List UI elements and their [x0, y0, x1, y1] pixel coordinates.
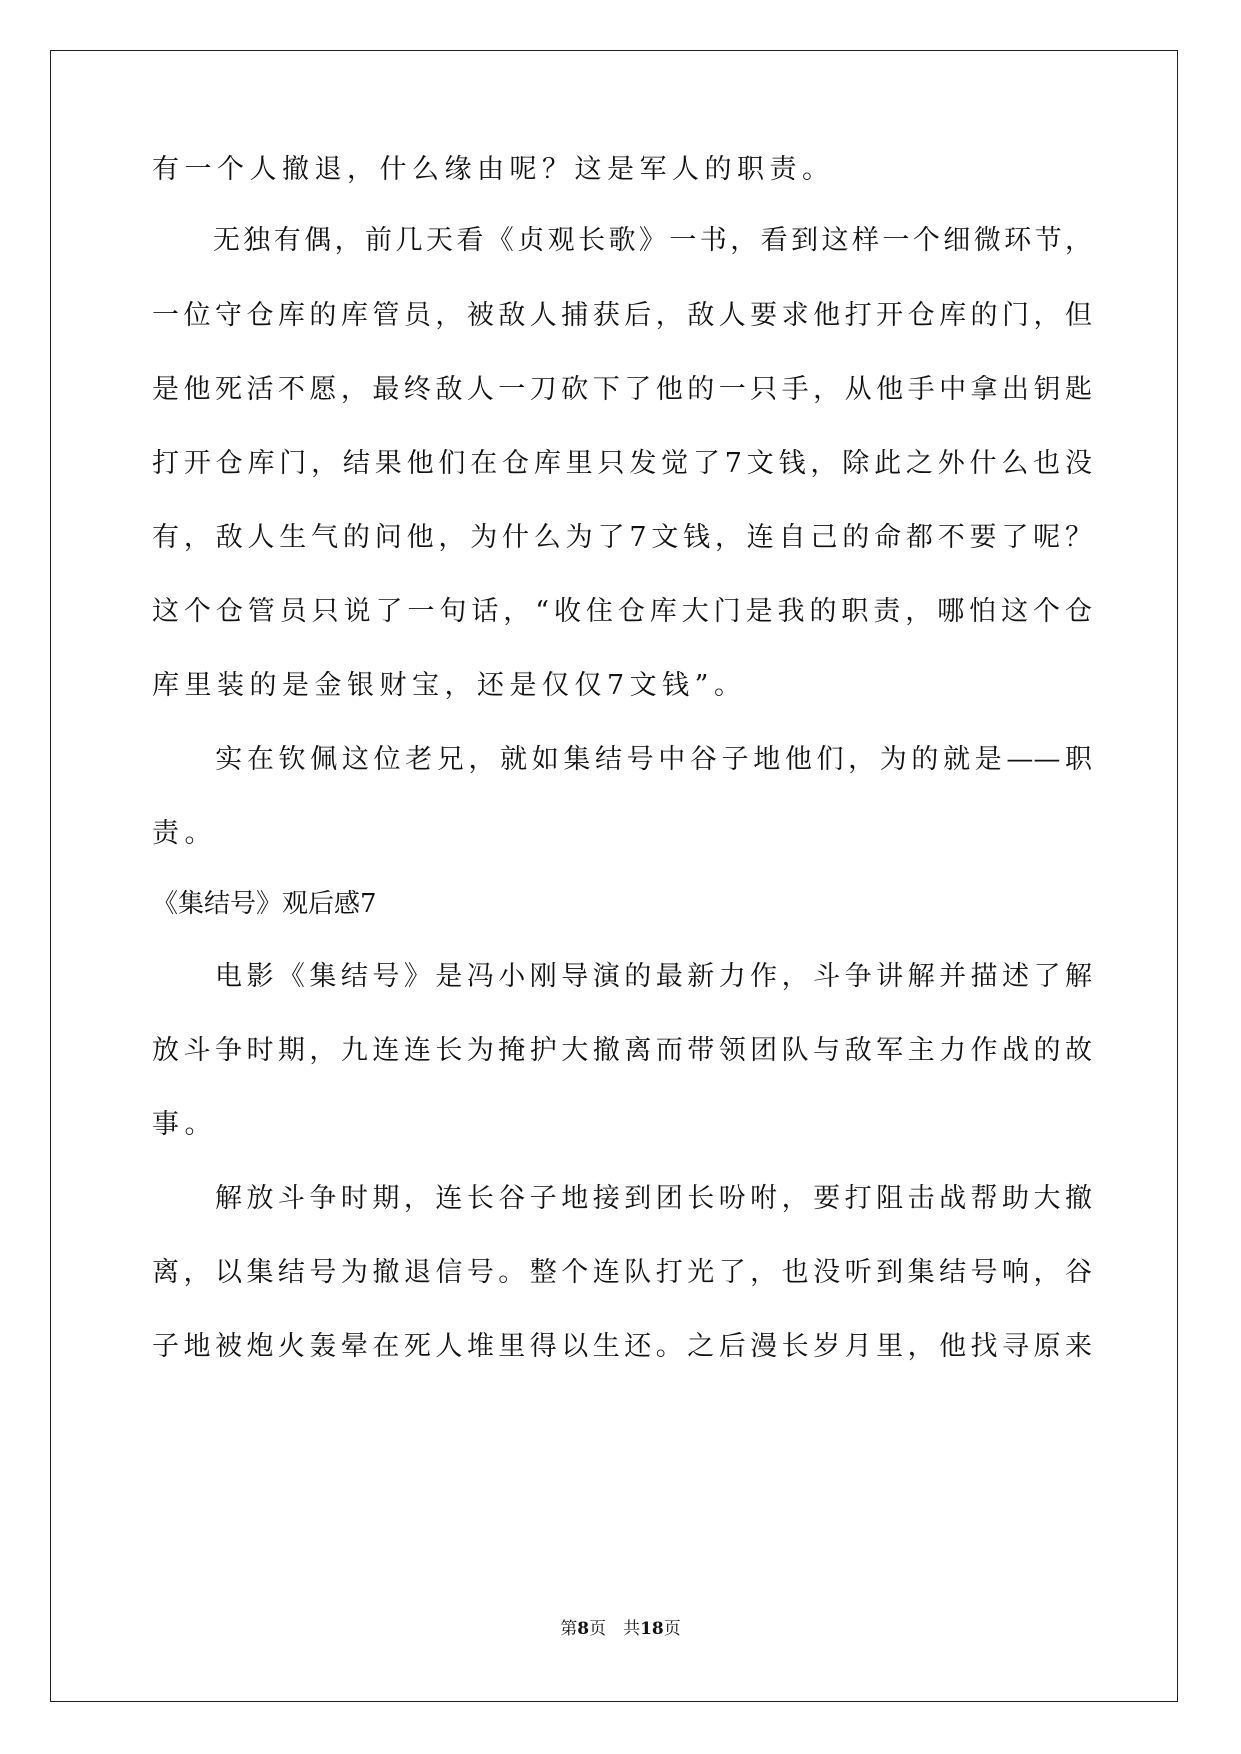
text-line: 一位守仓库的库管员，被敌人捕获后，敌人要求他打开仓库的门，但	[152, 300, 1092, 331]
text-line: 库里装的是金银财宝，还是仅仅7文钱”。	[152, 670, 747, 701]
text-line: 解放斗争时期，连长谷子地接到团长吩咐，要打阻击战帮助大撤	[152, 1183, 1092, 1214]
text-line: 离，以集结号为撤退信号。整个连队打光了，也没听到集结号响，谷	[152, 1257, 1092, 1288]
page-footer	[0, 1614, 1241, 1639]
text-line: 有，敌人生气的问他，为什么为了7文钱，连自己的命都不要了呢？	[152, 522, 1092, 553]
text-line: 放斗争时期，九连连长为掩护大撤离而带领团队与敌军主力作战的故	[152, 1035, 1092, 1066]
footer-suffix: 页	[663, 1619, 681, 1639]
current-page-number: 8	[577, 1619, 590, 1639]
section-title: 《集结号》观后感7	[152, 889, 377, 919]
text-line: 是他死活不愿，最终敌人一刀砍下了他的一只手，从他手中拿出钥匙	[152, 374, 1092, 405]
text-line: 责。	[152, 818, 217, 849]
footer-prefix: 第	[560, 1619, 578, 1639]
text-line: 电影《集结号》是冯小刚导演的最新力作，斗争讲解并描述了解	[152, 961, 1092, 992]
text-line: 实在钦佩这位老兄，就如集结号中谷子地他们，为的就是——职	[152, 744, 1092, 775]
footer-middle: 页 共	[589, 1619, 641, 1639]
total-pages-number: 18	[640, 1619, 664, 1639]
text-line: 无独有偶，前几天看《贞观长歌》一书，看到这样一个细微环节，	[152, 225, 1092, 256]
text-line: 子地被炮火轰晕在死人堆里得以生还。之后漫长岁月里，他找寻原来	[152, 1331, 1092, 1362]
text-line: 这个仓管员只说了一句话，“收住仓库大门是我的职责，哪怕这个仓	[152, 596, 1092, 627]
text-line: 有一个人撤退，什么缘由呢？这是军人的职责。	[152, 154, 835, 185]
text-line: 打开仓库门，结果他们在仓库里只发觉了7文钱，除此之外什么也没	[152, 448, 1092, 479]
text-line: 事。	[152, 1109, 217, 1140]
